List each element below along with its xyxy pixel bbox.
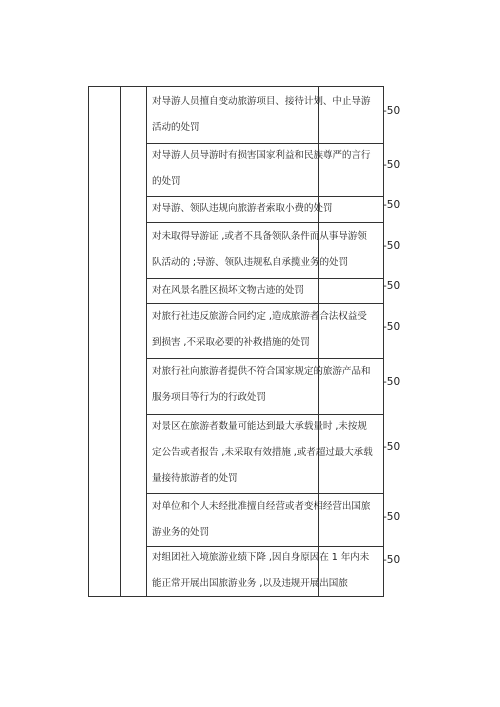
penalty-description: 对在风景名胜区损坏文物古迹的处罚 xyxy=(152,285,304,296)
penalty-description: 对组团社入境旅游业绩下降 ,因自身原因在 1 年内未能正常开展出国旅游业务 ,以及违规开展出国旅 xyxy=(152,552,370,589)
penalty-description: 对单位和个人未经批准擅自经营或者变相经营出国旅游业务的处罚 xyxy=(152,501,371,538)
table-row xyxy=(147,414,401,493)
table-row xyxy=(147,87,401,143)
table-row xyxy=(147,278,401,303)
penalty-score: -50 xyxy=(383,280,401,292)
penalty-score: -50 xyxy=(383,376,401,388)
penalty-table xyxy=(88,86,401,597)
penalty-description: 对导游人员导游时有损害国家利益和民族尊严的言行的处罚 xyxy=(152,150,371,187)
penalty-description: 对旅行社违反旅游合同约定 ,造成旅游者合法权益受到损害 ,不采取必要的补救措施的处罚 xyxy=(152,311,367,348)
penalty-score: -50 xyxy=(383,199,401,211)
penalty-description: 对景区在旅游者数量可能达到最大承载量时 ,未按规定公告或者报告 ,未采取有效措施 ,或者超过最大承载量接待旅游者的处罚 xyxy=(152,421,373,484)
table-row xyxy=(147,546,401,598)
column-divider-1 xyxy=(120,87,121,596)
table-row xyxy=(147,222,401,278)
table-row xyxy=(147,143,401,196)
penalty-score: -50 xyxy=(383,105,401,117)
penalty-score: -50 xyxy=(383,511,401,523)
table-row xyxy=(147,493,401,546)
table-row xyxy=(147,358,401,414)
penalty-description: 对旅行社向旅游者提供不符合国家规定的旅游产品和服务项目等行为的行政处罚 xyxy=(152,366,371,403)
penalty-score: -50 xyxy=(383,159,401,171)
penalty-description: 对未取得导游证 ,或者不具备领队条件而从事导游领队活动的 ;导游、领队违规私自承揽业务的处罚 xyxy=(152,231,367,268)
penalty-score: -50 xyxy=(383,441,401,453)
penalty-score: -50 xyxy=(383,240,401,252)
table-row xyxy=(147,303,401,358)
penalty-description: 对导游人员擅自变动旅游项目、接待计划、中止导游活动的处罚 xyxy=(152,96,371,133)
penalty-description: 对导游、领队违规向旅游者索取小费的处罚 xyxy=(152,203,333,214)
table-row xyxy=(147,196,401,222)
penalty-score: -50 xyxy=(383,554,401,566)
penalty-score: -50 xyxy=(383,321,401,333)
